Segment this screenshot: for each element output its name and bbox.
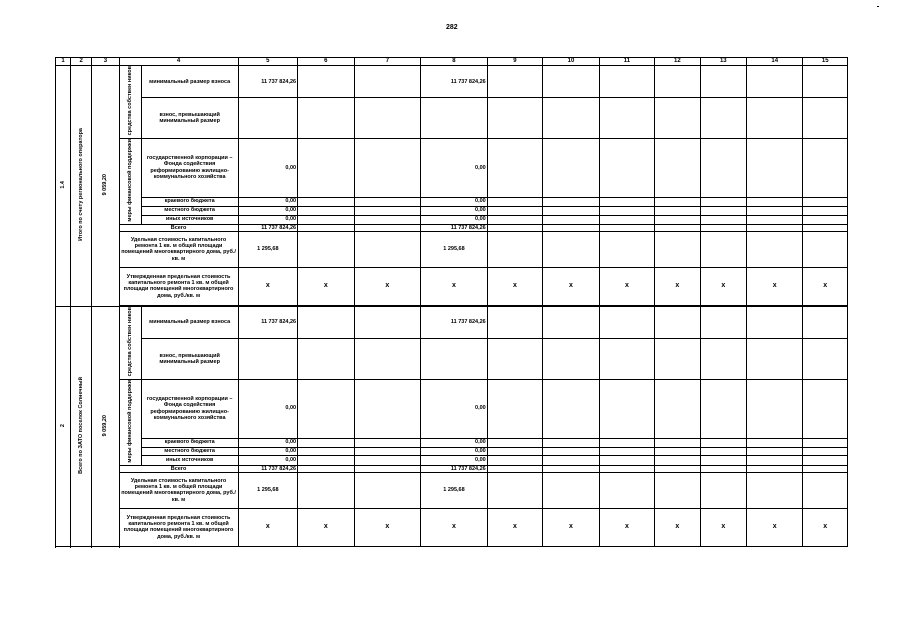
empty-cell [746,138,802,197]
value-col5: 11 737 824,26 [238,306,298,338]
empty-cell [700,197,746,206]
empty-cell [543,206,599,215]
empty-cell [599,98,654,138]
empty-cell [354,472,421,508]
empty-cell [298,472,354,508]
excess-fee-label: взнос, превышающий минимальный размер [141,339,238,379]
empty-cell [803,98,848,138]
header-cell: 5 [238,58,298,66]
table-row [56,379,848,438]
empty-cell [487,98,542,138]
x-mark: x [421,508,488,546]
value-col5: 1 295,68 [238,472,298,508]
empty-cell [803,472,848,508]
empty-cell [543,98,599,138]
x-mark: x [543,267,599,305]
empty-cell [599,215,654,224]
empty-cell [700,339,746,379]
empty-cell [746,472,802,508]
empty-cell [655,66,700,98]
empty-cell [238,98,298,138]
empty-cell [746,465,802,472]
empty-cell [700,447,746,456]
total-label: Всего [119,224,238,231]
empty-cell [354,224,421,231]
empty-cell [803,438,848,447]
empty-cell [746,447,802,456]
empty-cell [543,472,599,508]
empty-cell [655,465,700,472]
page-number: 282 [446,24,458,31]
empty-cell [599,138,654,197]
empty-cell [543,447,599,456]
header-cell: 8 [421,58,488,66]
empty-cell [298,438,354,447]
value-col8: 11 737 824,26 [421,66,488,98]
empty-cell [354,379,421,438]
empty-cell [354,215,421,224]
header-cell: 11 [599,58,654,66]
approved-cost-label: Утвержденная предельная стоимость капитального ремонта 1 кв. м общей площади помещений многоквартирного дома, руб./кв. м [119,267,238,305]
value-col8: 11 737 824,26 [421,465,488,472]
empty-cell [746,206,802,215]
value-col5: 0,00 [238,438,298,447]
empty-cell [487,197,542,206]
value-col8: 0,00 [421,197,488,206]
value-col8: 1 295,68 [421,231,488,267]
empty-cell [543,215,599,224]
empty-cell [421,339,488,379]
x-mark: x [543,508,599,546]
empty-cell [599,472,654,508]
header-cell: 6 [298,58,354,66]
table-row [56,438,848,447]
empty-cell [803,465,848,472]
value-col8: 0,00 [421,206,488,215]
x-mark: x [487,267,542,305]
empty-cell [298,231,354,267]
empty-cell [746,197,802,206]
table-row [56,465,848,472]
min-fee-label: минимальный размер взноса [141,306,238,338]
value-col5: 11 737 824,26 [238,66,298,98]
value-col8: 11 737 824,26 [421,306,488,338]
empty-cell [655,98,700,138]
header-cell: 2 [71,58,92,66]
header-cell: 3 [92,58,119,66]
approved-cost-label: Утвержденная предельная стоимость капитального ремонта 1 кв. м общей площади помещений многоквартирного дома, руб./кв. м [119,508,238,546]
table-row [56,224,848,231]
x-mark: x [700,508,746,546]
empty-cell [700,215,746,224]
empty-cell [599,456,654,465]
empty-cell [543,465,599,472]
empty-cell [700,379,746,438]
empty-cell [655,339,700,379]
empty-cell [298,215,354,224]
empty-cell [298,379,354,438]
x-mark: x [700,267,746,305]
header-cell: 13 [700,58,746,66]
empty-cell [543,231,599,267]
table-row [56,456,848,465]
empty-cell [354,339,421,379]
empty-cell [803,215,848,224]
empty-cell [421,98,488,138]
empty-cell [655,456,700,465]
empty-cell [700,456,746,465]
value-col5: 0,00 [238,215,298,224]
x-mark: x [746,508,802,546]
table-row [56,138,848,197]
empty-cell [487,215,542,224]
empty-cell [746,98,802,138]
x-mark: x [599,267,654,305]
empty-cell [487,438,542,447]
x-mark: x [421,267,488,305]
header-cell: 14 [746,58,802,66]
empty-cell [700,472,746,508]
x-mark: x [238,267,298,305]
empty-cell [599,66,654,98]
regional-label: краевого бюджета [141,438,238,447]
value-col5: 11 737 824,26 [238,465,298,472]
header-cell: 10 [543,58,599,66]
value-col5: 0,00 [238,138,298,197]
block-area: 9 059,20 [92,66,119,307]
empty-cell [354,197,421,206]
empty-cell [599,224,654,231]
value-col5: 11 737 824,26 [238,224,298,231]
table-row [56,472,848,508]
empty-cell [803,197,848,206]
empty-cell [599,306,654,338]
empty-cell [655,197,700,206]
empty-cell [354,98,421,138]
min-fee-label: минимальный размер взноса [141,66,238,98]
empty-cell [746,215,802,224]
empty-cell [487,456,542,465]
empty-cell [354,66,421,98]
x-mark: x [803,267,848,305]
empty-cell [803,138,848,197]
empty-cell [599,197,654,206]
block-name: Всего по ЗАТО поселок Солнечный [71,306,92,546]
empty-cell [487,472,542,508]
table-row [56,508,848,546]
empty-cell [655,215,700,224]
table-row [56,306,848,338]
empty-cell [803,306,848,338]
header-cell: 12 [655,58,700,66]
table-row [56,231,848,267]
x-mark: x [655,508,700,546]
x-mark: x [746,267,802,305]
value-col5: 0,00 [238,456,298,465]
empty-cell [655,206,700,215]
value-col8: 0,00 [421,438,488,447]
empty-cell [746,456,802,465]
empty-cell [599,231,654,267]
table-row [56,98,848,138]
empty-cell [803,224,848,231]
other-label: иных источников [141,456,238,465]
empty-cell [746,231,802,267]
empty-cell [599,206,654,215]
empty-cell [298,66,354,98]
empty-cell [599,438,654,447]
x-mark: x [599,508,654,546]
empty-cell [655,138,700,197]
header-cell: 4 [119,58,238,66]
empty-cell [803,339,848,379]
empty-cell [746,339,802,379]
empty-cell [700,224,746,231]
empty-cell [543,138,599,197]
empty-cell [543,66,599,98]
support-label: меры финансовой поддержки [119,379,141,465]
empty-cell [487,206,542,215]
x-mark: x [238,508,298,546]
empty-cell [298,465,354,472]
empty-cell [354,231,421,267]
empty-cell [599,447,654,456]
scan-mark [877,6,879,7]
empty-cell [354,465,421,472]
empty-cell [487,138,542,197]
empty-cell [298,339,354,379]
value-col5: 0,00 [238,206,298,215]
regional-label: краевого бюджета [141,197,238,206]
empty-cell [298,197,354,206]
empty-cell [543,339,599,379]
empty-cell [543,197,599,206]
empty-cell [655,447,700,456]
empty-cell [354,306,421,338]
block-number: 2 [56,306,71,546]
table-row [56,206,848,215]
value-col8: 0,00 [421,456,488,465]
local-label: местного бюджета [141,206,238,215]
capital-repair-table [55,57,848,547]
empty-cell [655,472,700,508]
value-col8: 0,00 [421,379,488,438]
table-row [56,215,848,224]
empty-cell [803,379,848,438]
empty-cell [803,206,848,215]
empty-cell [487,66,542,98]
empty-cell [803,456,848,465]
empty-cell [746,379,802,438]
header-cell: 9 [487,58,542,66]
empty-cell [298,98,354,138]
header-cell: 7 [354,58,421,66]
empty-cell [543,379,599,438]
empty-cell [354,138,421,197]
empty-cell [298,447,354,456]
empty-cell [298,138,354,197]
support-label: меры финансовой поддержки [119,138,141,224]
local-label: местного бюджета [141,447,238,456]
x-mark: x [803,508,848,546]
empty-cell [655,379,700,438]
empty-cell [655,438,700,447]
value-col8: 0,00 [421,138,488,197]
empty-cell [354,447,421,456]
empty-cell [803,231,848,267]
empty-cell [803,447,848,456]
empty-cell [543,456,599,465]
value-col5: 0,00 [238,379,298,438]
empty-cell [700,231,746,267]
table-row [56,339,848,379]
empty-cell [803,66,848,98]
empty-cell [700,206,746,215]
empty-cell [746,306,802,338]
empty-cell [599,379,654,438]
empty-cell [298,306,354,338]
table-row [56,197,848,206]
empty-cell [700,306,746,338]
header-row [56,58,848,66]
empty-cell [700,98,746,138]
own-funds-label: средства собствен ников [119,66,141,139]
empty-cell [487,447,542,456]
empty-cell [700,465,746,472]
empty-cell [599,339,654,379]
other-label: иных источников [141,215,238,224]
empty-cell [655,306,700,338]
table-row [56,66,848,98]
empty-cell [599,465,654,472]
empty-cell [487,465,542,472]
header-cell: 15 [803,58,848,66]
empty-cell [298,456,354,465]
unit-cost-label: Удельная стоимость капитального ремонта 1 кв. м общей площади помещений многоквартирного дома, руб./кв. м [119,472,238,508]
empty-cell [543,224,599,231]
x-mark: x [354,267,421,305]
total-label: Всего [119,465,238,472]
empty-cell [487,306,542,338]
table-row [56,267,848,305]
empty-cell [746,66,802,98]
own-funds-label: средства собствен ников [119,306,141,379]
empty-cell [543,438,599,447]
value-col8: 1 295,68 [421,472,488,508]
value-col8: 0,00 [421,447,488,456]
unit-cost-label: Удельная стоимость капитального ремонта 1 кв. м общей площади помещений многоквартирного дома, руб./кв. м [119,231,238,267]
empty-cell [354,438,421,447]
value-col5: 1 295,68 [238,231,298,267]
header-cell: 1 [56,58,71,66]
empty-cell [354,206,421,215]
block-name: Итого по счету регионального оператора [71,66,92,307]
empty-cell [487,379,542,438]
excess-fee-label: взнос, превышающий минимальный размер [141,98,238,138]
x-mark: x [354,508,421,546]
value-col5: 0,00 [238,197,298,206]
x-mark: x [655,267,700,305]
empty-cell [700,66,746,98]
empty-cell [746,438,802,447]
block-number: 1.4 [56,66,71,307]
fund-label: государственной корпорации – Фонда содействия реформированию жилищно-коммунального хозяйства [141,138,238,197]
fund-label: государственной корпорации – Фонда содействия реформированию жилищно-коммунального хозяйства [141,379,238,438]
value-col5: 0,00 [238,447,298,456]
empty-cell [298,224,354,231]
empty-cell [487,224,542,231]
empty-cell [354,456,421,465]
empty-cell [487,339,542,379]
empty-cell [298,206,354,215]
x-mark: x [487,508,542,546]
empty-cell [655,231,700,267]
empty-cell [543,306,599,338]
empty-cell [487,231,542,267]
value-col8: 11 737 824,26 [421,224,488,231]
empty-cell [700,438,746,447]
x-mark: x [298,508,354,546]
empty-cell [655,224,700,231]
value-col8: 0,00 [421,215,488,224]
table-row [56,447,848,456]
block-area: 9 059,20 [92,306,119,546]
empty-cell [700,138,746,197]
empty-cell [238,339,298,379]
x-mark: x [298,267,354,305]
empty-cell [746,224,802,231]
